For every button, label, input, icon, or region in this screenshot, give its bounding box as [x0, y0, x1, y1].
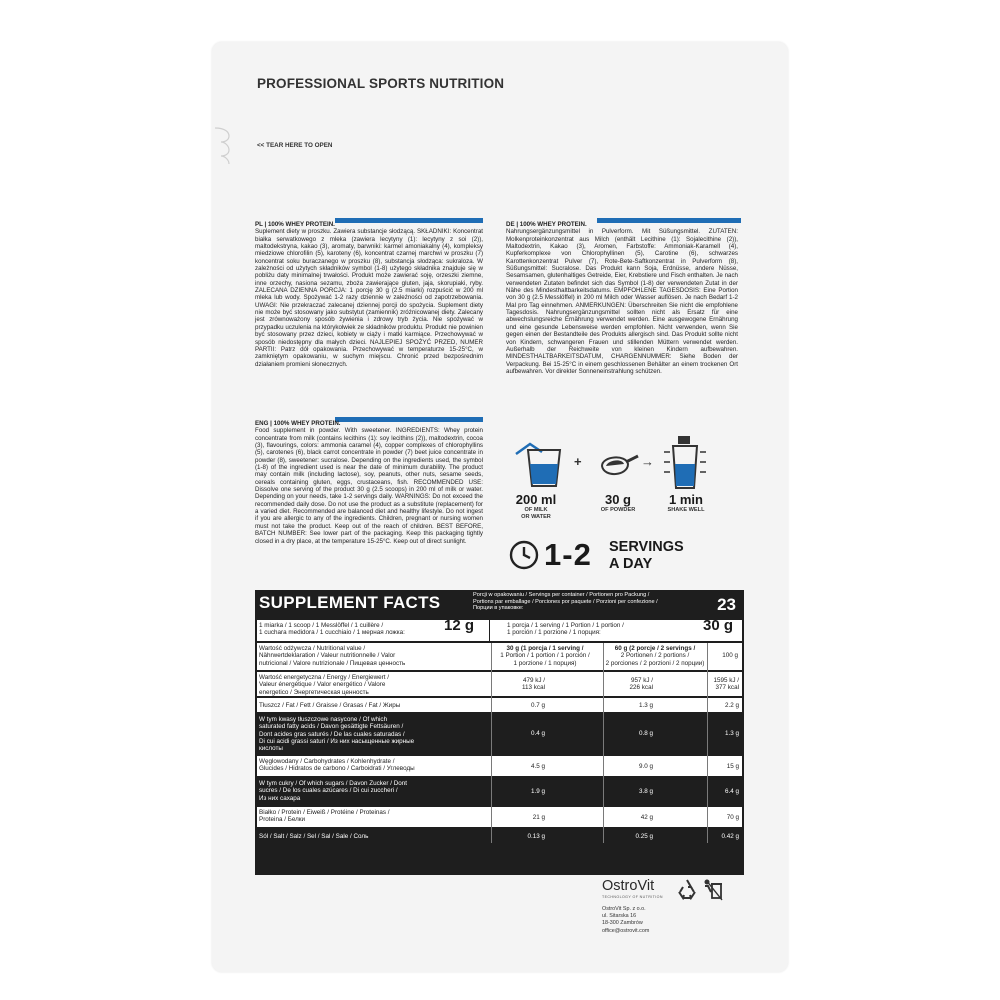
portion-label-2: 1 porción / 1 porzione / 1 порция:	[507, 629, 601, 637]
clock-icon	[508, 539, 540, 571]
hdr-label-3: nutricional / Valore nutrizionale / Пищевая ценность	[259, 659, 406, 667]
address-line3: 18-300 Zambrów	[602, 920, 643, 927]
salt-60g: 0.25 g	[635, 833, 653, 840]
brand-header: PROFESSIONAL SPORTS NUTRITION	[257, 76, 505, 91]
carbohydrates-row	[257, 756, 742, 776]
milk-sub-line2: OR WATER	[521, 513, 551, 520]
column-divider-3	[707, 643, 708, 843]
carbohydrates-100g: 15 g	[726, 763, 739, 770]
fat-row	[257, 698, 742, 712]
tear-here-label: << TEAR HERE TO OPEN	[257, 142, 333, 149]
energy-row	[257, 672, 742, 696]
col2-hdr-1: 60 g (2 porcje / 2 servings /	[614, 645, 696, 652]
portion-label-1: 1 porcja / 1 serving / 1 Portion / 1 portion /	[507, 622, 624, 629]
col-60g-header	[603, 645, 707, 667]
col-30g-header	[491, 645, 599, 667]
energy-100g-kcal: 377 kcal	[715, 684, 739, 692]
carbohydrates-30g: 4.5 g	[530, 763, 545, 770]
prot-label-2: Proteina / Белки	[259, 816, 306, 824]
energy-100g-kj: 1595 kJ /	[713, 677, 739, 684]
saturated-fat-row	[257, 714, 742, 754]
carbohydrates-60g: 9.0 g	[638, 763, 653, 770]
col1-hdr-2: 1 Portion / 1 portion / 1 porción /	[500, 652, 590, 660]
sugars-60g: 3.8 g	[638, 788, 653, 795]
recycle-icon	[676, 878, 698, 900]
column-divider-2	[603, 643, 604, 843]
de-title: DE | 100% WHEY PROTEIN.	[506, 221, 587, 228]
carb-label-1: Węglowodany / Carbohydrates / Kohlenhydrate /	[259, 758, 395, 765]
scoop-label-1: 1 miarka / 1 scoop / 1 Messlöffel / 1 cuillère /	[259, 622, 384, 629]
containers-line2: Portions par emballage / Porciones por paquete / Porzioni per confezione /	[473, 598, 658, 605]
energy-60g	[603, 677, 653, 692]
col2-hdr-3: 2 porciones / 2 porzioni / 2 порции)	[605, 659, 705, 667]
saturated-30g: 0.4 g	[530, 730, 545, 737]
address-line1: OstroVit Sp. z o.o.	[602, 906, 646, 912]
powder-amount: 30 g	[604, 492, 631, 507]
supplement-facts-table	[255, 590, 744, 875]
protein-60g: 42 g	[640, 814, 653, 821]
sugars-100g: 6.4 g	[724, 788, 739, 795]
fat-100g: 2.2 g	[724, 702, 739, 709]
carbohydrates-label	[259, 758, 491, 773]
address-line2: ul. Sitarska 16	[602, 913, 637, 920]
tear-notch-icon	[215, 126, 237, 166]
eng-body: Food supplement in powder. With sweetener. INGREDIENTS: Whey protein concentrate from milk (contains lecithins (1): soy lecithins (2)), maltodextrin, cocoa (3), flavourings, colors: ammonia caramel (4), copper complexes of chlorophyllins (5), carotenes (6), black carrot concentrate in powder (7) beet juice concentrate in powder (8), sweetener: sucralose. Depending on the ingredients used, the symbol (1-8) of the ingredient used is near the date of minimum durability. The product may contain milk (including lactose), soy, peanuts, other nuts, sesame seeds, cereals containing gluten, eggs, crustaceans, fish. RECOMMENDED USE: Dissolve one serving of the product 30 g (2.5 scoops) in 200 ml of milk or water. Depending on your needs, take 1-2 servings daily. WARNINGS: Do not exceed the recommended daily dose. Do not use the product as a substitute (replacement) for a varied diet. Recommended are balanced diet and healthy lifestyle. Do not ingest if you are allergic to any of the ingredients. Children, pregnant or nursing women must not take the product. Keep out of the reach of children. BEST BEFORE, BATCH NUMBER: See lower part of the packaging. Keep this packaging tightly closed in a dry place, at the temperature 15-25°C. Keep out of direct sunlight.	[255, 427, 483, 545]
saturated-60g: 0.8 g	[638, 730, 653, 737]
de-body: Nahrungsergänzungsmittel in Pulverform. Mit Süßungsmittel. ZUTATEN: Molkenproteinkonzentrat aus Milch (enthält Lecithine (1): Sojalecithine (2)), Maltodextrin, Kakao (3), Aromen, Farbstoffe: Ammoniak-Karamell (4), Kupferkomplexe von Chlorophyllinen (5), Carotine (6), schwarzes Karottenkonzentrat Pulver (7), Rote-Bete-Saftkonzentrat in Pulverform (8), Süßungsmittel: Sucralose. Das Produkt kann Soja, Erdnüsse, andere Nüsse, Sesamsamen, glutenhaltiges Getreide, Eier, Krebstiere und Fisch enthalten. Je nach verwendeten Zutaten befindet sich das Symbol (1-8) der verwendeten Zutat in der Nähe des Mindesthaltbarkeitsdatums. EMPFOHLENE TAGESDOSIS: Eine Portion von 30 g (2.5 Messlöffel) in 200 ml Milch oder Wasser auflösen. Je nach Bedarf 1-2 Mal pro Tag einnehmen. ANMERKUNGEN: Überschreiten Sie nicht die empfohlene Tagesdosis. Nahrungsergänzungsmittel sollten nicht als Ersatz für eine abwechslungsreiche Ernährung verwendet werden. Eine ausgewogene Ernährung und eine gesunde Lebensweise werden empfohlen. Nicht verwenden, wenn Sie gegen einen der Bestandteile des Produkts allergisch sind. Das Produkt sollte nicht von Kindern, schwangeren Frauen und stillenden Müttern verwendet werden. Außerhalb der Reichweite von kleinen Kindern aufbewahren. MINDESTHALTBARKEITSDATUM, CHARGENNUMMER: Siehe Boden der Verpackung. Bei 15-25°C in einem geschlossenen Behälter an einem trockenen Ort aufbewahren. Vor direkter Sonneneinstrahlung schützen.	[506, 228, 738, 375]
col1-hdr-1: 30 g (1 porcja / 1 serving /	[506, 645, 584, 652]
sat-label-4: Di cui acidi grassi saturi / Из них насыщенные жирные	[259, 737, 415, 745]
scoop-row	[257, 617, 742, 641]
powder-sub: OF POWDER	[600, 507, 636, 513]
pl-body: Suplement diety w proszku. Zawiera substancje słodzącą. SKŁADNIKI: Koncentrat białka serwatkowego z mleka (zawiera lecytyny (1): lecytyny z soi (2)), maltodekstryna, kakao (3), aromaty, barwniki: karmel amoniakalny (4), kompleksy miedziowe chlorofilin (5), karoteny (6), koncentrat czarnej marchwi w proszku (7) koncentrat soku buraczanego w proszku (8), substancja słodząca: sukraloza. W zależności od użytych składników symbol (1-8) użytego składnika znajduje się w pobliżu daty minimalnej trwałości. Produkt może zawierać soję, orzeszki ziemne, inne orzechy, nasiona sezamu, zboża zawierające gluten, jaja, skorupiaki, ryby. ZALECANA DZIENNA PORCJA: 1 porcję 30 g (2.5 miarki) rozpuścić w 200 ml mleka lub wody. Spożywać 1-2 razy dziennie w zależności od zapotrzebowania. UWAGI: Nie przekraczać zalecanej dziennej porcji do spożycia. Suplement diety nie może być stosowany jako substytut (zamiennik) zróżnicowanej diety. Zalecany jest zrównoważony sposób żywienia i zdrowy tryb życia. Nie spożywać w przypadku uczulenia na którykolwiek ze składników produktu. Produkt nie powinien być stosowany przez dzieci, kobiety w ciąży i matki karmiące. Przechowywać w sposób niedostępny dla małych dzieci. NAJLEPIEJ SPOŻYĆ PRZED, NUMER PARTII: Patrz dół opakowania. Przechowywać w temperaturze 15-25°C, w zamkniętym opakowaniu, w suchym miejscu. Chronić przed bezpośrednim działaniem promieni słonecznych.	[255, 228, 483, 368]
energy-60g-kcal: 226 kcal	[629, 684, 653, 692]
facts-title: SUPPLEMENT FACTS	[259, 593, 441, 612]
energy-label-3: energetico / Энергетическая ценность	[259, 688, 369, 696]
salt-label: Sól / Salt / Salz / Sel / Sal / Sale / Соль	[259, 833, 369, 840]
fat-30g: 0.7 g	[530, 702, 545, 709]
nutrient-header-row	[257, 643, 742, 670]
energy-100g	[697, 677, 739, 692]
scoop-label	[259, 622, 449, 637]
servings-number: 1-2	[544, 537, 592, 572]
arrow-sign: →	[641, 454, 654, 469]
portion-label	[507, 622, 697, 637]
divider	[489, 620, 490, 641]
pl-title: PL | 100% WHEY PROTEIN.	[255, 221, 335, 228]
energy-60g-kj: 957 kJ /	[630, 677, 653, 684]
sugars-30g: 1.9 g	[530, 788, 545, 795]
sug-label-2: sucres / De los cuales azúcares / Di cui zuccheri /	[259, 787, 398, 795]
protein-100g: 70 g	[726, 814, 739, 821]
dispose-in-bin-icon	[702, 878, 724, 902]
preparation-steps	[506, 432, 738, 522]
manufacturer-address	[602, 906, 649, 935]
facts-header	[255, 590, 744, 620]
milk-sub	[506, 507, 566, 520]
servings-per-container-label	[473, 592, 713, 612]
servings-line1: SERVINGS	[609, 539, 684, 555]
sat-label-1: W tym kwasy tłuszczowe nasycone / Of which	[259, 716, 388, 723]
containers-line3: Порции в упаковке:	[473, 605, 524, 611]
saturated-100g: 1.3 g	[724, 730, 739, 737]
shake-sub: SHAKE WELL	[667, 507, 705, 513]
col1-hdr-3: 1 porzione / 1 порция)	[513, 659, 577, 667]
hdr-label-1: Wartość odżywcza / Nutritional value /	[259, 645, 366, 652]
ostrovit-logo: OstroVit	[602, 878, 655, 894]
protein-30g: 21 g	[532, 814, 545, 821]
sat-label-2: saturated fatty acids / Davon gesättigte Fettsäuren /	[259, 723, 404, 731]
scoop-value: 12 g	[444, 617, 475, 634]
protein-label	[259, 809, 491, 824]
shaker-icon	[662, 434, 708, 490]
servings-a-day	[506, 536, 738, 578]
portion-value: 30 g	[703, 617, 734, 634]
salt-30g: 0.13 g	[527, 833, 545, 840]
sugars-label	[259, 780, 491, 802]
energy-label	[259, 674, 491, 696]
fat-label: Tłuszcz / Fat / Fett / Graisse / Grasas / Fat / Жиры	[259, 702, 401, 709]
servings-line2: A DAY	[609, 556, 653, 572]
servings-text	[609, 539, 684, 573]
energy-label-1: Wartość energetyczna / Energy / Energiewert /	[259, 674, 389, 681]
sug-label-1: W tym cukry / Of which sugars / Davon Zucker / Dont	[259, 780, 408, 787]
prot-label-1: Białko / Protein / Eiweiß / Protéine / Proteinas /	[259, 809, 390, 816]
protein-row	[257, 807, 742, 827]
sat-label-3: Dont acides gras saturés / De las cuales saturadas /	[259, 730, 405, 738]
address-line4: office@ostrovit.com	[602, 927, 650, 934]
eng-text-block	[255, 420, 483, 545]
column-divider-1	[491, 643, 492, 843]
energy-30g-kcal: 113 kcal	[522, 684, 545, 692]
scoop-label-2: 1 cuchara medidora / 1 cucchiaio / 1 мерная ложка:	[259, 629, 405, 637]
product-bag-back	[212, 42, 788, 972]
hdr-label-2: Nährwertdeklaration / Valeur nutritionnelle / Valor	[259, 652, 396, 660]
pl-text-block	[255, 221, 483, 368]
sugars-row	[257, 778, 742, 805]
saturated-label	[259, 716, 491, 752]
containers-line1: Porcji w opakowaniu / Servings per container / Portionen pro Packung /	[473, 592, 650, 598]
col2-hdr-2: 2 Portionen / 2 portions /	[620, 652, 690, 660]
sat-label-5: кислоты	[259, 745, 283, 753]
milk-amount: 200 ml	[515, 492, 557, 507]
fat-60g: 1.3 g	[638, 702, 653, 709]
glass-of-milk-icon	[514, 434, 562, 488]
sug-label-3: Из них сахара	[259, 794, 301, 802]
milk-sub-line1: OF MILK	[524, 507, 548, 513]
shake-time: 1 min	[669, 492, 703, 507]
servings-per-container-value: 23	[717, 595, 736, 614]
scoop-of-powder-icon	[596, 446, 640, 482]
de-text-block	[506, 221, 738, 375]
nutrient-header-label	[259, 645, 491, 667]
plus-sign: +	[574, 454, 582, 469]
eng-title: ENG | 100% WHEY PROTEIN.	[255, 420, 341, 427]
energy-label-2: Valeur énergétique / Valor energético / Valore	[259, 681, 386, 689]
carb-label-2: Glucides / Hidratos de carbono / Carboidrati / Углеводы	[259, 765, 415, 773]
col-100g-header: 100 g	[722, 652, 738, 659]
salt-100g: 0.42 g	[721, 833, 739, 840]
logo-tagline: TECHNOLOGY OF NUTRITION	[602, 895, 663, 899]
energy-30g-kj: 479 kJ /	[522, 677, 545, 684]
energy-30g	[491, 677, 545, 692]
salt-row	[257, 829, 742, 843]
